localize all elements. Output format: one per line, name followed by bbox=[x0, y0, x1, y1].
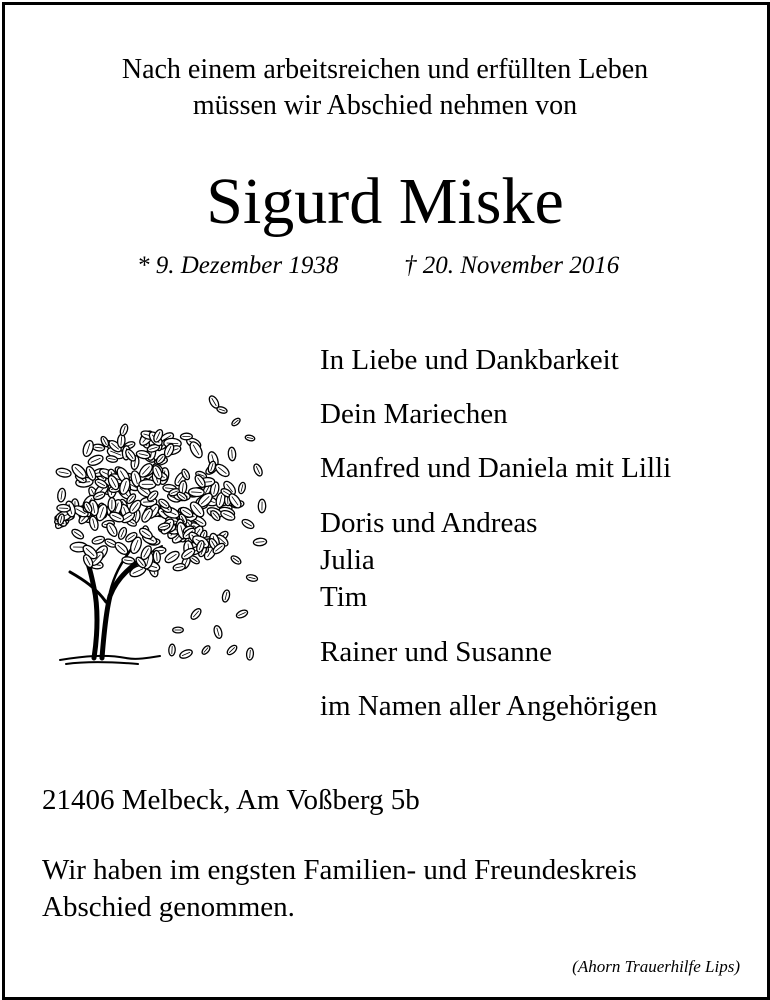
mourner-line: Dein Mariechen bbox=[320, 398, 508, 430]
windblown-tree-icon bbox=[36, 392, 272, 668]
mourner-line: In Liebe und Dankbarkeit bbox=[320, 344, 619, 376]
mourner-line: im Namen aller Angehörigen bbox=[320, 690, 658, 722]
death-date: † 20. November 2016 bbox=[404, 252, 620, 279]
intro-line-1: Nach einem arbeitsreichen und erfüllten Leben bbox=[121, 54, 649, 85]
mourner-line: Rainer und Susanne bbox=[320, 636, 552, 668]
closing-line-2: Abschied genommen. bbox=[42, 891, 295, 923]
deceased-name: Sigurd Miske bbox=[206, 165, 564, 238]
closing-line-1: Wir haben im engsten Familien- und Freundeskreis bbox=[42, 854, 637, 886]
mourner-line: Julia bbox=[320, 544, 375, 576]
mourner-line: Manfred und Daniela mit Lilli bbox=[320, 452, 672, 484]
birth-date: * 9. Dezember 1938 bbox=[137, 252, 339, 279]
mourner-line: Tim bbox=[320, 581, 368, 613]
funeral-home-credit: (Ahorn Trauerhilfe Lips) bbox=[572, 957, 740, 976]
address: 21406 Melbeck, Am Voßberg 5b bbox=[42, 784, 420, 816]
closing-text bbox=[42, 852, 742, 926]
mourner-line: Doris und Andreas bbox=[320, 507, 538, 539]
intro-line-2: müssen wir Abschied nehmen von bbox=[192, 90, 578, 121]
